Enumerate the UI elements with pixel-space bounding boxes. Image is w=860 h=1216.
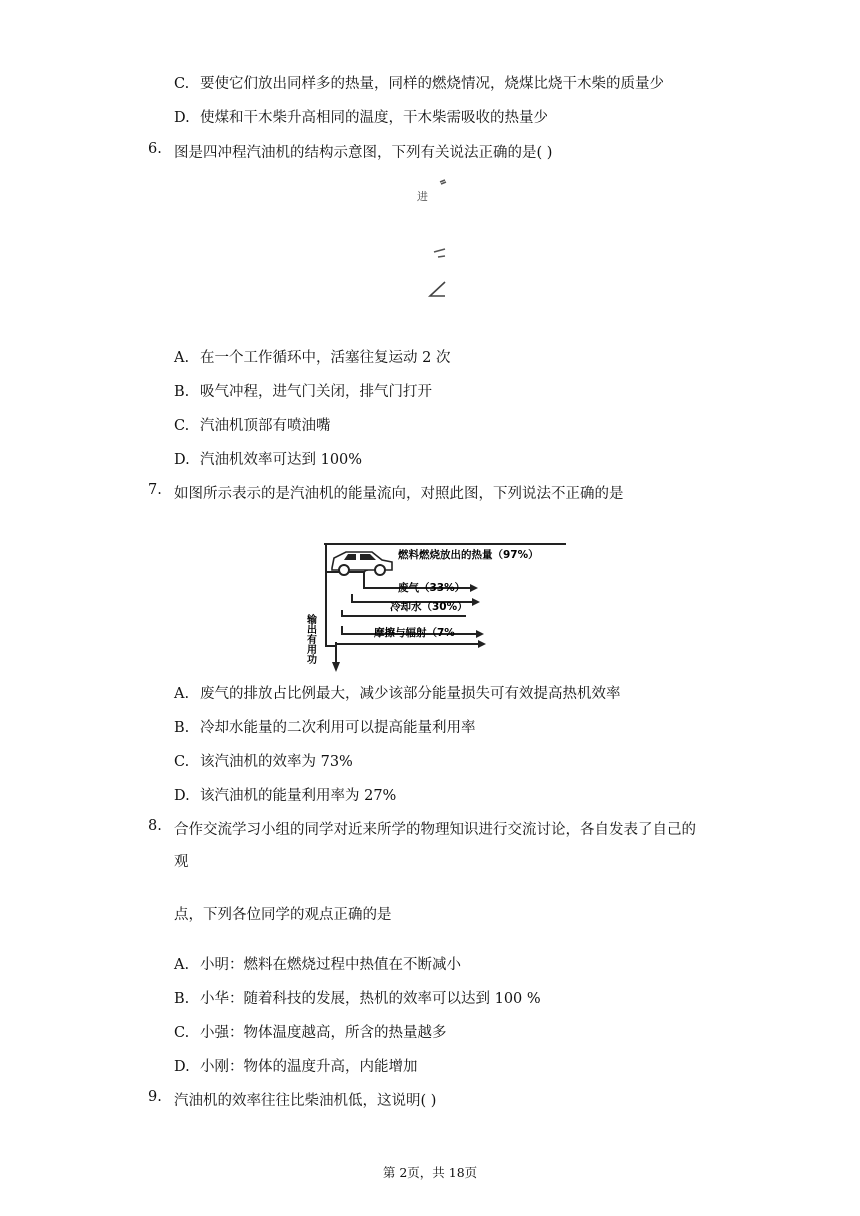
option-d (174, 448, 362, 469)
option-text: 废气的排放占比例最大，减少该部分能量损失可有效提高热机效率 (200, 686, 621, 702)
option-a (174, 682, 621, 703)
question-stem: 图是四冲程汽油机的结构示意图，下列有关说法正确的是( ) (174, 145, 553, 161)
option-label: B. (174, 720, 190, 736)
option-c (174, 414, 331, 435)
question-stem-line3: 点，下列各位同学的观点正确的是 (174, 907, 392, 923)
exhaust-label: 废气（33%） (398, 582, 466, 594)
option-text: 小强：物体温度越高，所含的热量越多 (200, 1025, 447, 1041)
option-d (174, 106, 548, 127)
question-stem: 如图所示表示的是汽油机的能量流向，对照此图，下列说法不正确的是 (174, 486, 624, 502)
option-text: 小刚：物体的温度升高，内能增加 (200, 1059, 418, 1075)
question-number: 7. (148, 482, 162, 498)
question-stem-line2: 观 (174, 854, 189, 870)
option-text: 使煤和干木柴升高相同的温度，干木柴需吸收的热量少 (200, 110, 548, 126)
option-label: C. (174, 754, 190, 770)
engine-structure-figure (414, 170, 454, 305)
option-label: B. (174, 991, 190, 1007)
option-label: A. (174, 350, 190, 366)
option-c (174, 1021, 447, 1042)
intake-label: 进 (417, 190, 428, 203)
option-text: 吸气冲程，进气门关闭，排气门打开 (200, 384, 432, 400)
option-text: 小华：随着科技的发展，热机的效率可以达到 100 % (200, 991, 541, 1007)
option-b (174, 716, 476, 737)
option-label: D. (174, 452, 190, 468)
option-text: 小明：燃料在燃烧过程中热值在不断减小 (200, 957, 461, 973)
option-d (174, 1055, 418, 1076)
question-number: 9. (148, 1089, 162, 1105)
option-label: C. (174, 76, 190, 92)
option-label: D. (174, 110, 190, 126)
option-text: 冷却水能量的二次利用可以提高能量利用率 (200, 720, 476, 736)
option-d (174, 784, 396, 805)
energy-flow-diagram (306, 538, 570, 674)
option-label: A. (174, 957, 190, 973)
option-label: C. (174, 418, 190, 434)
question-stem-line1: 合作交流学习小组的同学对近来所学的物理知识进行交流讨论，各自发表了自己的 (174, 822, 696, 838)
option-a (174, 953, 461, 974)
option-label: D. (174, 1059, 190, 1075)
option-text: 该汽油机的能量利用率为 27% (200, 788, 397, 804)
option-text: 在一个工作循环中，活塞往复运动 2 次 (200, 350, 451, 366)
option-label: B. (174, 384, 190, 400)
page-footer: 第 2页，共 18页 (382, 1165, 478, 1180)
heat-released-label: 燃料燃烧放出的热量（97%） (398, 549, 539, 561)
question-stem: 汽油机的效率往往比柴油机低，这说明( ) (174, 1093, 437, 1109)
option-b (174, 987, 541, 1008)
friction-radiation-label: 摩擦与辐射（7% (374, 627, 455, 639)
useful-work-label: 输出有用功 (304, 614, 316, 664)
option-text: 汽油机顶部有喷油嘴 (200, 418, 331, 434)
question-number: 6. (148, 141, 162, 157)
option-b (174, 380, 432, 401)
option-label: C. (174, 1025, 190, 1041)
option-c (174, 72, 664, 93)
question-number: 8. (148, 818, 162, 834)
option-label: D. (174, 788, 190, 804)
option-a (174, 346, 450, 367)
cooling-water-label: 冷却水（30%） (390, 601, 468, 613)
option-label: A. (174, 686, 190, 702)
option-text: 汽油机效率可达到 100% (200, 452, 363, 468)
option-c (174, 750, 353, 771)
option-text: 要使它们放出同样多的热量，同样的燃烧情况，烧煤比烧干木柴的质量少 (200, 76, 664, 92)
option-text: 该汽油机的效率为 73% (200, 754, 353, 770)
